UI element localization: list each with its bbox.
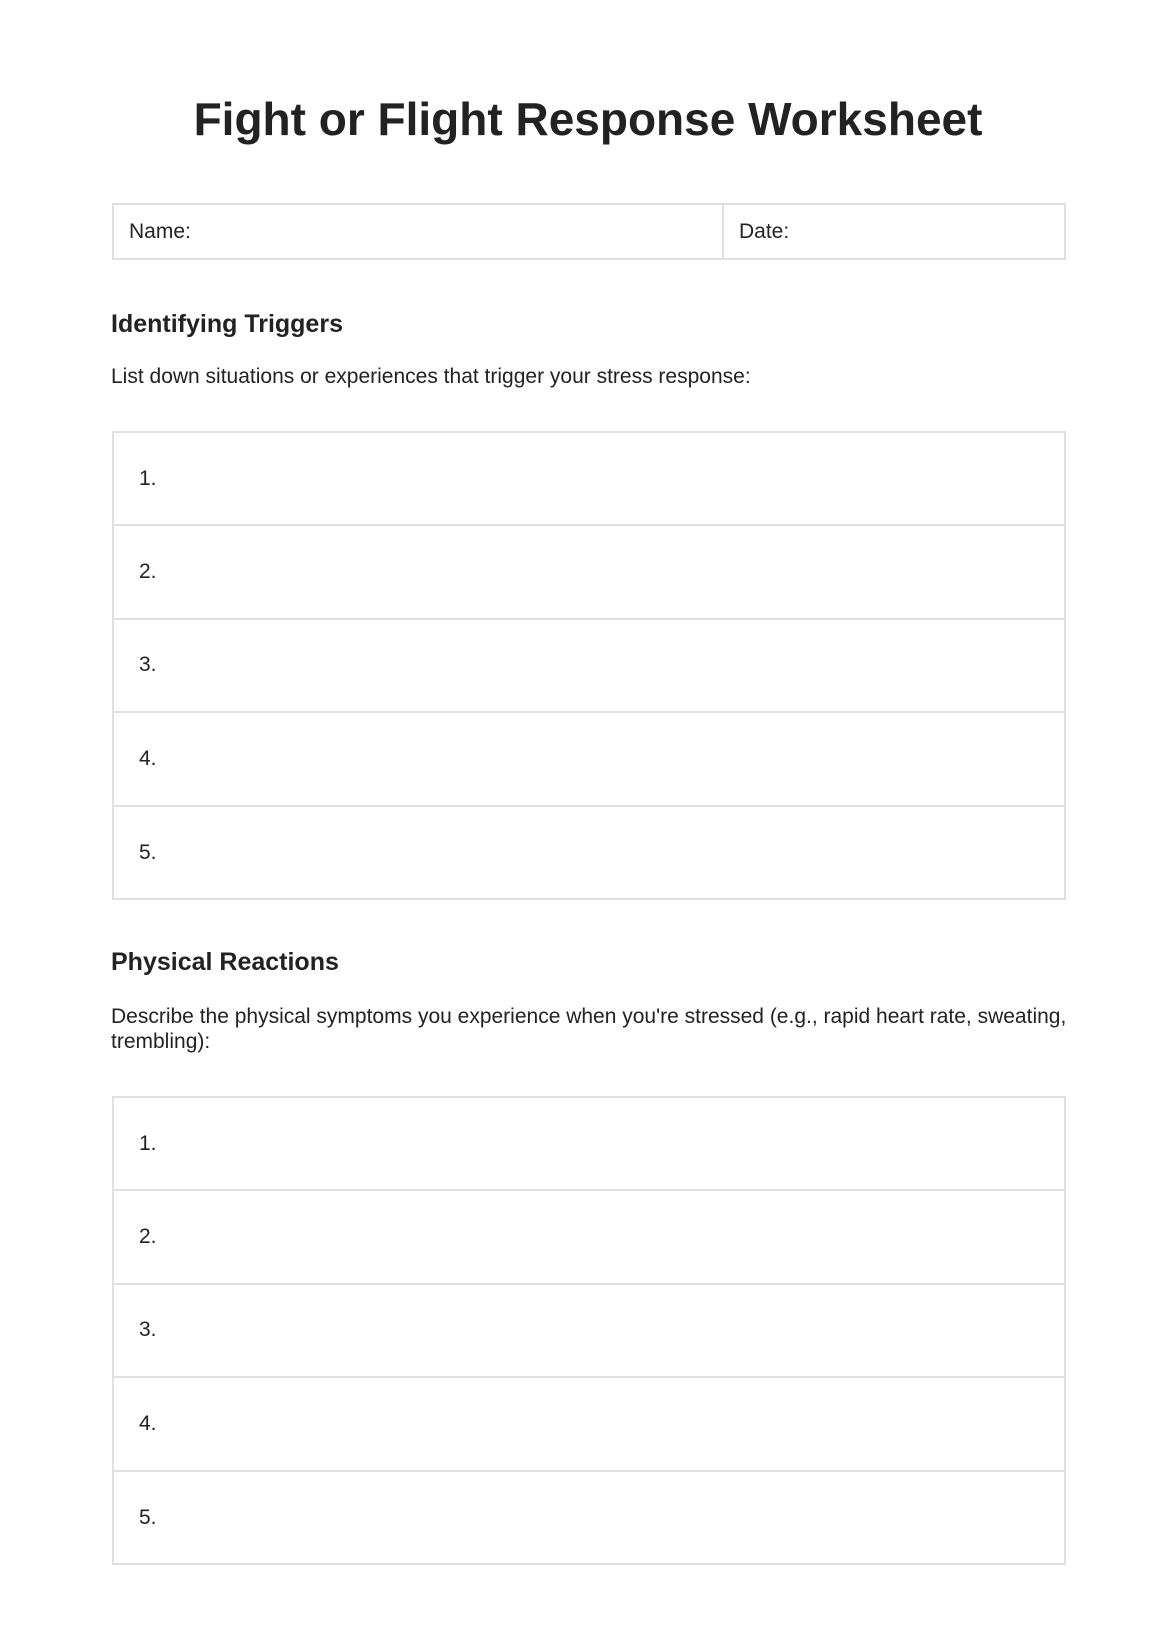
date-label: Date:: [739, 219, 790, 243]
list-item[interactable]: [114, 1285, 1064, 1378]
list-item[interactable]: [114, 1472, 1064, 1565]
name-date-box: [112, 203, 1066, 260]
list-item[interactable]: [114, 620, 1064, 713]
list-item[interactable]: [114, 713, 1064, 806]
item-number: 2.: [139, 1225, 157, 1249]
name-field[interactable]: [114, 205, 724, 258]
section-heading-triggers: Identifying Triggers: [111, 310, 343, 338]
list-item[interactable]: [114, 433, 1064, 526]
item-number: 3.: [139, 1318, 157, 1342]
date-field[interactable]: [724, 205, 1064, 258]
item-number: 3.: [139, 653, 157, 677]
triggers-list: [112, 431, 1066, 900]
item-number: 1.: [139, 1131, 157, 1155]
item-number: 5.: [139, 1506, 157, 1530]
item-number: 1.: [139, 466, 157, 490]
list-item[interactable]: [114, 526, 1064, 619]
physical-reactions-list: [112, 1096, 1066, 1565]
item-number: 4.: [139, 746, 157, 770]
section-description-triggers: List down situations or experiences that trigger your stress response:: [111, 365, 751, 388]
list-item[interactable]: [114, 1191, 1064, 1284]
name-label: Name:: [129, 219, 191, 243]
page-title: Fight or Flight Response Worksheet: [193, 93, 983, 145]
list-item[interactable]: [114, 807, 1064, 900]
item-number: 4.: [139, 1411, 157, 1435]
section-heading-physical: Physical Reactions: [111, 948, 339, 976]
list-item[interactable]: [114, 1098, 1064, 1191]
list-item[interactable]: [114, 1378, 1064, 1471]
item-number: 2.: [139, 560, 157, 584]
item-number: 5.: [139, 841, 157, 865]
section-description-physical: Describe the physical symptoms you experience when you're stressed (e.g., rapid heart rate, sweating, trembling):: [111, 1005, 1067, 1053]
